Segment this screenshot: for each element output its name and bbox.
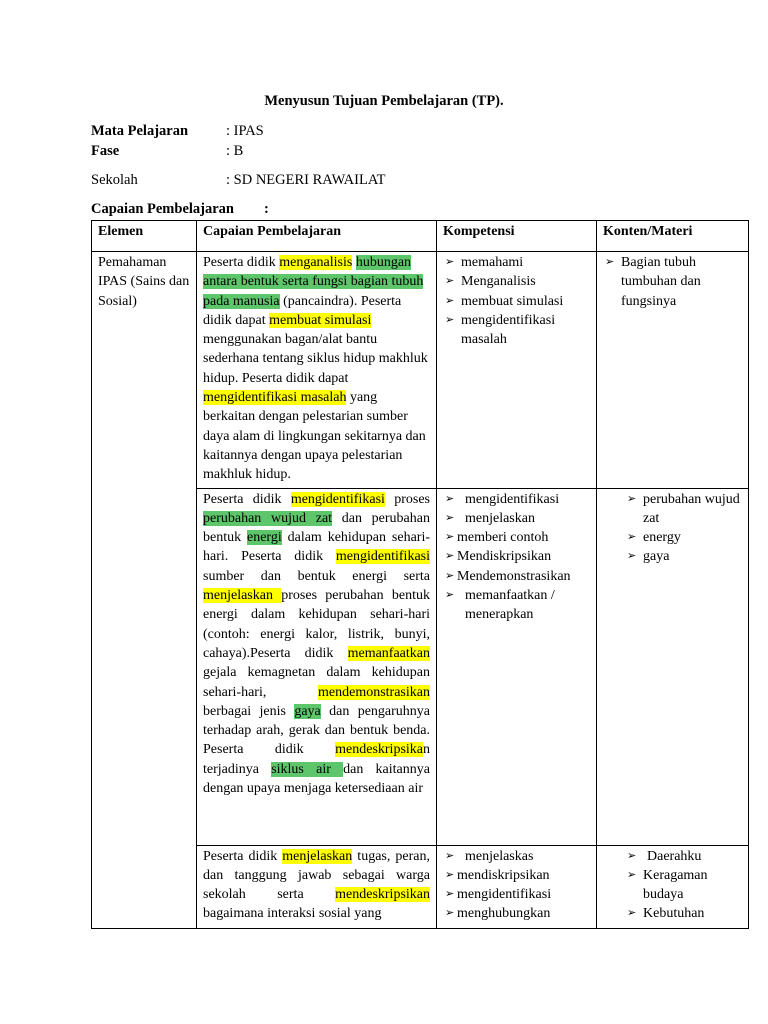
- konten-cell-1: [597, 252, 749, 489]
- list-item: [443, 904, 590, 923]
- konten-list: [603, 490, 742, 567]
- text-span: Peserta didik: [203, 491, 291, 507]
- list-item-text: memanfaatkan / menerapkan: [465, 588, 555, 623]
- highlight-yellow: mendemonstrasikan: [318, 684, 430, 700]
- text-span: berbagai jenis: [203, 703, 295, 719]
- list-item-text: menghubungkan: [457, 906, 551, 922]
- capaian-cell-1: [197, 252, 437, 489]
- header-kompetensi: Kompetensi: [437, 221, 597, 252]
- arrowhead-bullet-icon: ➢: [627, 849, 637, 862]
- highlight-yellow: menganalisis: [279, 255, 353, 270]
- list-item: [443, 547, 590, 566]
- list-item: [443, 311, 590, 350]
- sekolah-value: : SD NEGERI RAWAILAT: [226, 172, 386, 188]
- list-item-text: mengidentifikasi: [465, 491, 560, 507]
- arrowhead-bullet-icon: ➢: [445, 589, 455, 602]
- text-span: tugas, peran, dan tanggung jawab sebagai warga sekolah serta: [203, 848, 430, 903]
- arrowhead-bullet-icon: ➢: [627, 492, 637, 505]
- list-item-text: energy: [643, 530, 681, 546]
- highlight-yellow: memanfaatkan: [347, 645, 430, 661]
- arrowhead-bullet-icon: ➢: [445, 888, 455, 901]
- list-item-text: mengidentifikasi masalah: [461, 312, 556, 348]
- arrowhead-bullet-icon: ➢: [627, 531, 637, 544]
- text-span: (pancaindra). Peserta didik dapat: [203, 293, 402, 328]
- text-span: dan kaitannya dengan upaya menjaga ketersediaan air: [203, 761, 430, 797]
- arrowhead-bullet-icon: ➢: [445, 492, 455, 505]
- highlight-yellow: mengidentifikasi masalah: [203, 390, 347, 406]
- list-item: [443, 509, 590, 528]
- arrowhead-bullet-icon: ➢: [445, 531, 455, 544]
- text-span: n terjadinya: [203, 742, 430, 777]
- list-item-text: Mendemonstrasikan: [457, 568, 571, 584]
- text-span: bagaimana interaksi sosial yang: [203, 906, 382, 922]
- list-item: [625, 490, 742, 529]
- list-item-text: gaya: [643, 549, 670, 565]
- text-span: Peserta didik: [203, 255, 280, 270]
- text-span: sumber dan bentuk energi serta: [203, 568, 430, 584]
- header-capaian: Capaian Pembelajaran: [197, 221, 437, 252]
- text-span: dalam kehidupan sehari-hari. Peserta didik: [203, 530, 430, 565]
- fase-value: : B: [226, 143, 244, 159]
- arrowhead-bullet-icon: ➢: [627, 550, 637, 563]
- capaian-pembelajaran-heading: [91, 201, 269, 218]
- mata-pelajaran-value: : IPAS: [226, 123, 264, 139]
- page-title: Menyusun Tujuan Pembelajaran (TP).: [264, 93, 504, 109]
- highlight-green: perubahan wujud zat: [203, 510, 333, 526]
- cp-heading-colon: :: [263, 201, 269, 217]
- arrowhead-bullet-icon: ➢: [445, 313, 455, 326]
- list-item: [625, 904, 742, 923]
- list-item: [443, 847, 590, 866]
- highlight-yellow: mendeskripsika: [335, 742, 423, 758]
- highlight-yellow: mendeskripsikan: [335, 887, 430, 903]
- arrowhead-bullet-icon: ➢: [445, 275, 455, 288]
- meta-mata-pelajaran: [91, 123, 264, 140]
- kompetensi-list: [443, 847, 590, 924]
- cp-heading-text: Capaian Pembelajaran: [91, 201, 234, 217]
- list-item: [625, 866, 742, 905]
- kompetensi-list: [443, 253, 590, 349]
- capaian-cell-3: [197, 845, 437, 928]
- text-span: proses perubahan bentuk energi dalam kehidupan sehari-hari (contoh: energi kalor, listrik, bunyi, cahaya).Peserta didik: [203, 588, 430, 661]
- list-item: [603, 253, 742, 311]
- list-item-text: membuat simulasi: [461, 293, 564, 309]
- elemen-text: Pemahaman IPAS (Sains dan Sosial): [98, 255, 190, 309]
- highlight-green: gaya: [294, 703, 321, 719]
- highlight-green: hubungan antara bentuk serta fungsi bagian tubuh pada manusia: [203, 255, 424, 309]
- arrowhead-bullet-icon: ➢: [445, 294, 455, 307]
- meta-sekolah: [91, 172, 386, 189]
- meta-fase: [91, 143, 243, 160]
- text-span: yang berkaitan dengan pelestarian sumber daya alam di lingkungan sekitarnya dan kaitannya dengan upaya pelestarian makhluk hidup.: [203, 390, 426, 483]
- text-span: proses: [384, 491, 430, 507]
- text-span: dan perubahan bentuk: [203, 510, 430, 546]
- table-header-row: [92, 221, 749, 252]
- highlight-green: energi: [247, 530, 282, 546]
- list-item: [443, 490, 590, 509]
- list-item-text: menjelaskan: [465, 510, 535, 526]
- arrowhead-bullet-icon: ➢: [445, 511, 455, 524]
- kompetensi-list: [443, 490, 590, 625]
- text-span: Peserta didik: [203, 848, 283, 864]
- header-konten: Konten/Materi: [597, 221, 749, 252]
- list-item-text: Menganalisis: [461, 274, 536, 290]
- konten-cell-2: [597, 488, 749, 845]
- highlight-yellow: mengidentifikasi: [335, 549, 430, 565]
- tp-table: [91, 220, 749, 929]
- list-item-text: Keragaman budaya: [643, 867, 708, 903]
- kompetensi-cell-3: [437, 845, 597, 928]
- kompetensi-cell-2: [437, 488, 597, 845]
- list-item: [443, 586, 590, 625]
- arrowhead-bullet-icon: ➢: [445, 569, 455, 582]
- text-span: dan pengaruhnya terhadap arah, gerak dan bentuk benda. Peserta didik: [203, 703, 430, 758]
- arrowhead-bullet-icon: ➢: [445, 550, 455, 563]
- list-item: [625, 528, 742, 547]
- highlight-yellow: menjelaskan: [282, 848, 353, 864]
- list-item: [443, 885, 590, 904]
- arrowhead-bullet-icon: ➢: [627, 907, 637, 920]
- konten-list: [603, 253, 742, 311]
- list-item: [443, 567, 590, 586]
- list-item-text: Bagian tubuh tumbuhan dan fungsinya: [621, 255, 701, 309]
- highlight-yellow: membuat simulasi: [269, 312, 372, 328]
- list-item: [625, 847, 742, 866]
- fase-label: Fase: [91, 143, 120, 159]
- header-elemen: Elemen: [92, 221, 197, 252]
- highlight-yellow: menjelaskan: [203, 588, 282, 604]
- arrowhead-bullet-icon: ➢: [605, 256, 615, 268]
- arrowhead-bullet-icon: ➢: [627, 868, 637, 881]
- list-item: [443, 253, 590, 272]
- elemen-cell: [92, 252, 197, 929]
- list-item-text: perubahan wujud zat: [643, 491, 740, 526]
- konten-list: [603, 847, 742, 924]
- list-item: [443, 866, 590, 885]
- arrowhead-bullet-icon: ➢: [445, 256, 455, 268]
- list-item-text: menjelaskas: [465, 848, 534, 864]
- list-item-text: mengidentifikasi: [457, 887, 552, 903]
- list-item: [443, 528, 590, 547]
- list-item-text: memahami: [461, 255, 524, 270]
- list-item: [443, 292, 590, 311]
- arrowhead-bullet-icon: ➢: [445, 907, 455, 920]
- mata-pelajaran-label: Mata Pelajaran: [91, 123, 189, 139]
- list-item-text: Daerahku: [647, 848, 702, 864]
- highlight-green: siklus air: [271, 761, 344, 777]
- arrowhead-bullet-icon: ➢: [445, 868, 455, 881]
- text-span: gejala kemagnetan dalam kehidupan sehari-hari,: [203, 665, 430, 700]
- arrowhead-bullet-icon: ➢: [445, 849, 455, 862]
- list-item-text: Kebutuhan: [643, 906, 705, 922]
- list-item: [443, 272, 590, 291]
- capaian-cell-2: [197, 488, 437, 845]
- list-item-text: memberi contoh: [457, 530, 549, 546]
- list-item-text: Mendiskripsikan: [457, 549, 552, 565]
- table-row: [92, 252, 749, 489]
- list-item-text: mendiskripsikan: [457, 867, 550, 883]
- konten-cell-3: [597, 845, 749, 928]
- highlight-yellow: mengidentifikasi: [290, 491, 385, 507]
- sekolah-label: Sekolah: [91, 172, 138, 188]
- text-span: menggunakan bagan/alat bantu sederhana tentang siklus hidup makhluk hidup. Peserta didik dapat: [203, 332, 428, 386]
- kompetensi-cell-1: [437, 252, 597, 489]
- list-item: [625, 547, 742, 566]
